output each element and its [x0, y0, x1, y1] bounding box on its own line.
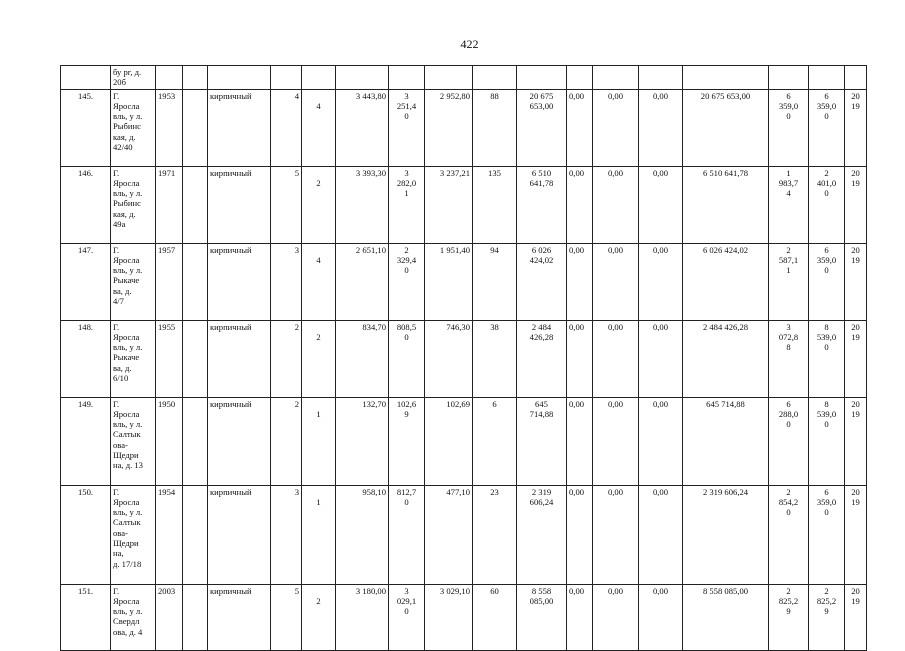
- unit-cost-cell: 6 359,0 0: [769, 89, 809, 166]
- year-cell: 1955: [156, 320, 183, 397]
- year-plan-cell: 20 19: [845, 320, 867, 397]
- floors-cell: 5: [271, 584, 302, 650]
- area-total-cell: 3 393,30: [336, 166, 389, 243]
- material-cell: кирпичный: [208, 243, 271, 320]
- address-cell: бу рг, д. 20б: [111, 66, 156, 90]
- entrances-cell: 2: [302, 584, 336, 650]
- year-plan-cell: 20 19: [845, 485, 867, 584]
- material-cell: кирпичный: [208, 166, 271, 243]
- f1-cell: 0,00: [567, 584, 593, 650]
- area-living-cell: 3 251,4 0: [389, 89, 425, 166]
- blank1-cell: [183, 485, 208, 584]
- owners-cell: 2 319 606,24: [683, 485, 769, 584]
- material-cell: кирпичный: [208, 397, 271, 485]
- unit-cost-cell: 2 825,2 9: [769, 584, 809, 650]
- blank1-cell: [183, 89, 208, 166]
- num-cell: 151.: [61, 584, 111, 650]
- address-cell: Г. Яросла вль, у л. Рыкаче ва, д. 6/10: [111, 320, 156, 397]
- owners-cell: 6 510 641,78: [683, 166, 769, 243]
- f3-cell: 0,00: [639, 397, 683, 485]
- owners-cell: 8 558 085,00: [683, 584, 769, 650]
- unit-cost-cell: 3 072,8 8: [769, 320, 809, 397]
- entrances-cell: 4: [302, 89, 336, 166]
- f2-cell: 0,00: [593, 584, 639, 650]
- entrances-cell: 2: [302, 166, 336, 243]
- table-row: [61, 320, 867, 397]
- f2-cell: 0,00: [593, 166, 639, 243]
- residents-cell: 6: [473, 397, 517, 485]
- year-cell: 1953: [156, 89, 183, 166]
- limit-cost-cell: 8 539,0 0: [809, 320, 845, 397]
- unit-cost-cell: 1 983,7 4: [769, 166, 809, 243]
- table-row: [61, 243, 867, 320]
- residents-cell: 60: [473, 584, 517, 650]
- table-row: [61, 485, 867, 584]
- year-cell: 1957: [156, 243, 183, 320]
- year-cell: 2003: [156, 584, 183, 650]
- blank1-cell: [183, 397, 208, 485]
- area-apts-cell: 3 237,21: [425, 166, 473, 243]
- area-total-cell: 958,10: [336, 485, 389, 584]
- f1-cell: 0,00: [567, 485, 593, 584]
- page-number: 422: [460, 37, 479, 51]
- num-cell: 147.: [61, 243, 111, 320]
- f3-cell: 0,00: [639, 485, 683, 584]
- cost-total-cell: 2 319 606,24: [517, 485, 567, 584]
- blank1-cell: [183, 243, 208, 320]
- floors-cell: 2: [271, 320, 302, 397]
- f3-cell: 0,00: [639, 243, 683, 320]
- residents-cell: 88: [473, 89, 517, 166]
- blank1-cell: [183, 584, 208, 650]
- area-apts-cell: 2 952,80: [425, 89, 473, 166]
- f2-cell: 0,00: [593, 243, 639, 320]
- housing-repair-table: [60, 65, 867, 651]
- residents-cell: 38: [473, 320, 517, 397]
- f2-cell: 0,00: [593, 89, 639, 166]
- table-row: [61, 584, 867, 650]
- table-row: [61, 89, 867, 166]
- num-cell: 146.: [61, 166, 111, 243]
- year-plan-cell: 20 19: [845, 89, 867, 166]
- floors-cell: 4: [271, 89, 302, 166]
- f1-cell: 0,00: [567, 166, 593, 243]
- area-living-cell: 3 029,1 0: [389, 584, 425, 650]
- cost-total-cell: 6 026 424,02: [517, 243, 567, 320]
- f3-cell: 0,00: [639, 584, 683, 650]
- owners-cell: 2 484 426,28: [683, 320, 769, 397]
- year-cell: 1950: [156, 397, 183, 485]
- area-total-cell: 132,70: [336, 397, 389, 485]
- residents-cell: 135: [473, 166, 517, 243]
- f1-cell: 0,00: [567, 397, 593, 485]
- floors-cell: 3: [271, 485, 302, 584]
- f2-cell: 0,00: [593, 320, 639, 397]
- address-cell: Г. Яросла вль, у л. Рыкаче ва, д. 4/7: [111, 243, 156, 320]
- material-cell: кирпичный: [208, 89, 271, 166]
- cost-total-cell: 6 510 641,78: [517, 166, 567, 243]
- unit-cost-cell: 2 587,1 1: [769, 243, 809, 320]
- address-cell: Г. Яросла вль, у л. Салтык ова- Щедри на, д. 13: [111, 397, 156, 485]
- area-total-cell: 3 443,80: [336, 89, 389, 166]
- owners-cell: 6 026 424,02: [683, 243, 769, 320]
- entrances-cell: 1: [302, 397, 336, 485]
- address-cell: Г. Яросла вль, у л. Свердл ова, д. 4: [111, 584, 156, 650]
- material-cell: кирпичный: [208, 320, 271, 397]
- f1-cell: 0,00: [567, 320, 593, 397]
- area-total-cell: 834,70: [336, 320, 389, 397]
- area-living-cell: 812,7 0: [389, 485, 425, 584]
- f1-cell: 0,00: [567, 89, 593, 166]
- address-cell: Г. Яросла вль, у л. Салтык ова- Щедри на, д. 17/18: [111, 485, 156, 584]
- address-cell: Г. Яросла вль, у л. Рыбинс кая, д. 42/40: [111, 89, 156, 166]
- entrances-cell: 1: [302, 485, 336, 584]
- limit-cost-cell: 6 359,0 0: [809, 485, 845, 584]
- area-total-cell: 2 651,10: [336, 243, 389, 320]
- f2-cell: 0,00: [593, 397, 639, 485]
- num-cell: 149.: [61, 397, 111, 485]
- area-apts-cell: 102,69: [425, 397, 473, 485]
- floors-cell: 2: [271, 397, 302, 485]
- area-living-cell: 102,6 9: [389, 397, 425, 485]
- limit-cost-cell: 2 401,0 0: [809, 166, 845, 243]
- table-row: [61, 166, 867, 243]
- f3-cell: 0,00: [639, 89, 683, 166]
- area-total-cell: 3 180,00: [336, 584, 389, 650]
- limit-cost-cell: 8 539,0 0: [809, 397, 845, 485]
- f3-cell: 0,00: [639, 166, 683, 243]
- cost-total-cell: 2 484 426,28: [517, 320, 567, 397]
- residents-cell: 23: [473, 485, 517, 584]
- limit-cost-cell: 2 825,2 9: [809, 584, 845, 650]
- num-cell: 150.: [61, 485, 111, 584]
- address-cell: Г. Яросла вль, у л. Рыбинс кая, д. 49а: [111, 166, 156, 243]
- area-apts-cell: 746,30: [425, 320, 473, 397]
- year-plan-cell: 20 19: [845, 243, 867, 320]
- area-living-cell: 3 282,0 1: [389, 166, 425, 243]
- limit-cost-cell: 6 359,0 0: [809, 89, 845, 166]
- limit-cost-cell: 6 359,0 0: [809, 243, 845, 320]
- area-living-cell: 808,5 0: [389, 320, 425, 397]
- year-cell: 1954: [156, 485, 183, 584]
- blank1-cell: [183, 166, 208, 243]
- material-cell: кирпичный: [208, 584, 271, 650]
- cost-total-cell: 645 714,88: [517, 397, 567, 485]
- num-cell: 148.: [61, 320, 111, 397]
- floors-cell: 5: [271, 166, 302, 243]
- num-cell: 145.: [61, 89, 111, 166]
- f1-cell: 0,00: [567, 243, 593, 320]
- f2-cell: 0,00: [593, 485, 639, 584]
- entrances-cell: 2: [302, 320, 336, 397]
- owners-cell: 645 714,88: [683, 397, 769, 485]
- blank1-cell: [183, 320, 208, 397]
- area-living-cell: 2 329,4 0: [389, 243, 425, 320]
- residents-cell: 94: [473, 243, 517, 320]
- area-apts-cell: 3 029,10: [425, 584, 473, 650]
- cost-total-cell: 8 558 085,00: [517, 584, 567, 650]
- material-cell: кирпичный: [208, 485, 271, 584]
- table-row: [61, 397, 867, 485]
- owners-cell: 20 675 653,00: [683, 89, 769, 166]
- table-row-continued: [61, 66, 867, 90]
- area-apts-cell: 477,10: [425, 485, 473, 584]
- year-cell: 1971: [156, 166, 183, 243]
- cost-total-cell: 20 675 653,00: [517, 89, 567, 166]
- floors-cell: 3: [271, 243, 302, 320]
- unit-cost-cell: 6 288,0 0: [769, 397, 809, 485]
- year-plan-cell: 20 19: [845, 166, 867, 243]
- year-plan-cell: 20 19: [845, 584, 867, 650]
- entrances-cell: 4: [302, 243, 336, 320]
- unit-cost-cell: 2 854,2 0: [769, 485, 809, 584]
- area-apts-cell: 1 951,40: [425, 243, 473, 320]
- year-plan-cell: 20 19: [845, 397, 867, 485]
- f3-cell: 0,00: [639, 320, 683, 397]
